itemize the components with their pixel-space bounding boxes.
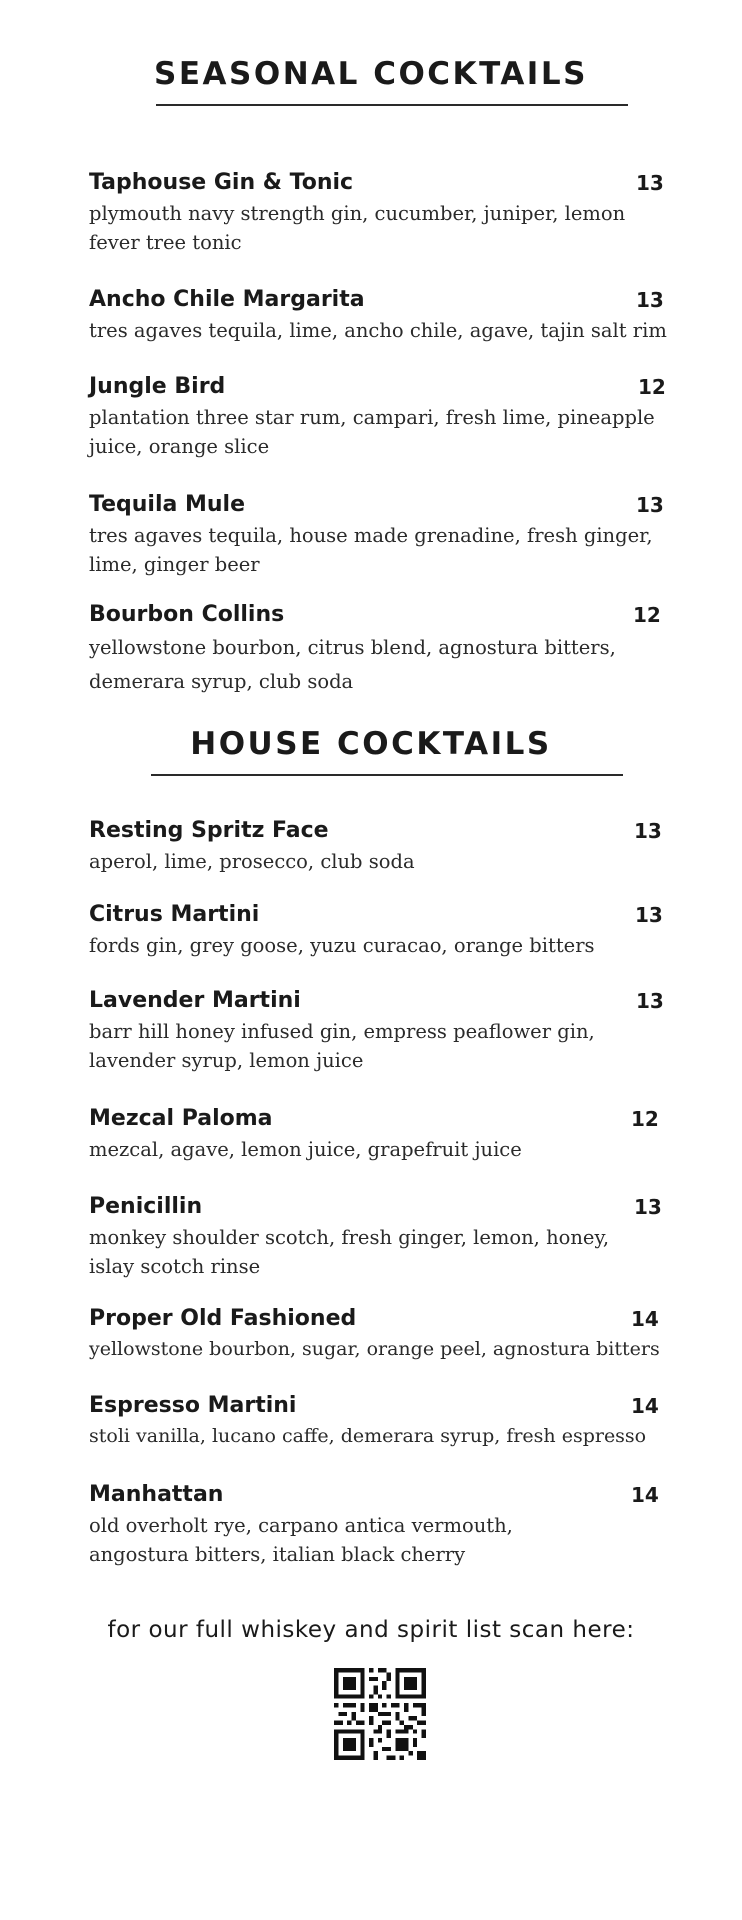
- item-name: Manhattan: [89, 1482, 224, 1507]
- item-name: Penicillin: [89, 1194, 203, 1219]
- item-price: 14: [631, 1307, 659, 1331]
- whiskey-list-note: for our full whiskey and spirit list scan here:: [107, 1617, 635, 1643]
- item-price: 13: [636, 171, 664, 195]
- item-name: Citrus Martini: [89, 902, 260, 927]
- seasonal-section-title: SEASONAL COCKTAILS: [154, 56, 588, 92]
- item-price: 13: [636, 288, 664, 312]
- menu-item: [89, 371, 689, 461]
- item-description: aperol, lime, prosecco, club soda: [89, 850, 415, 873]
- seasonal-title-rule: [156, 104, 628, 106]
- item-description: yellowstone bourbon, citrus blend, agnostura bitters, demerara syrup, club soda: [89, 636, 616, 693]
- item-description: barr hill honey infused gin, empress peaflower gin, lavender syrup, lemon juice: [89, 1020, 595, 1072]
- item-name: Proper Old Fashioned: [89, 1306, 357, 1331]
- item-name: Espresso Martini: [89, 1393, 297, 1418]
- item-name: Mezcal Paloma: [89, 1106, 273, 1131]
- item-description: tres agaves tequila, lime, ancho chile, agave, tajin salt rim: [89, 319, 667, 342]
- item-description: monkey shoulder scotch, fresh ginger, lemon, honey, islay scotch rinse: [89, 1226, 610, 1278]
- item-description: fords gin, grey goose, yuzu curacao, orange bitters: [89, 934, 595, 957]
- item-price: 13: [635, 903, 663, 927]
- menu-item: [89, 284, 689, 345]
- menu-item: [89, 489, 689, 579]
- item-price: 13: [634, 819, 662, 843]
- item-name: Taphouse Gin & Tonic: [89, 170, 354, 195]
- qr-code-icon[interactable]: [334, 1668, 426, 1760]
- item-description: old overholt rye, carpano antica vermouth, angostura bitters, italian black cherry: [89, 1514, 513, 1566]
- menu-item: [89, 599, 689, 699]
- menu-item: [89, 815, 689, 876]
- item-name: Ancho Chile Margarita: [89, 287, 365, 312]
- item-price: 12: [631, 1107, 659, 1131]
- item-price: 13: [636, 989, 664, 1013]
- item-price: 13: [636, 493, 664, 517]
- item-price: 13: [634, 1195, 662, 1219]
- item-price: 14: [631, 1394, 659, 1418]
- item-description: stoli vanilla, lucano caffe, demerara syrup, fresh espresso: [89, 1425, 647, 1447]
- item-name: Lavender Martini: [89, 988, 301, 1013]
- menu-item: [89, 985, 689, 1075]
- house-section-title: HOUSE COCKTAILS: [190, 726, 552, 762]
- menu-item: [89, 1390, 689, 1451]
- item-price: 12: [638, 375, 666, 399]
- house-title-rule: [151, 774, 623, 776]
- item-name: Resting Spritz Face: [89, 818, 329, 843]
- item-description: yellowstone bourbon, sugar, orange peel, agnostura bitters: [89, 1338, 660, 1360]
- item-description: plymouth navy strength gin, cucumber, juniper, lemon fever tree tonic: [89, 202, 626, 254]
- item-name: Bourbon Collins: [89, 602, 285, 627]
- menu-item: [89, 1103, 689, 1164]
- menu-item: [89, 1191, 689, 1281]
- menu-item: [89, 167, 689, 257]
- menu-item: [89, 1303, 689, 1364]
- item-description: tres agaves tequila, house made grenadine, fresh ginger, lime, ginger beer: [89, 524, 653, 576]
- menu-item: [89, 1479, 689, 1569]
- item-name: Jungle Bird: [89, 374, 226, 399]
- item-price: 12: [633, 603, 661, 627]
- item-price: 14: [631, 1483, 659, 1507]
- item-description: plantation three star rum, campari, fresh lime, pineapple juice, orange slice: [89, 406, 655, 458]
- item-description: mezcal, agave, lemon juice, grapefruit juice: [89, 1138, 522, 1161]
- item-name: Tequila Mule: [89, 492, 246, 517]
- menu-item: [89, 899, 689, 960]
